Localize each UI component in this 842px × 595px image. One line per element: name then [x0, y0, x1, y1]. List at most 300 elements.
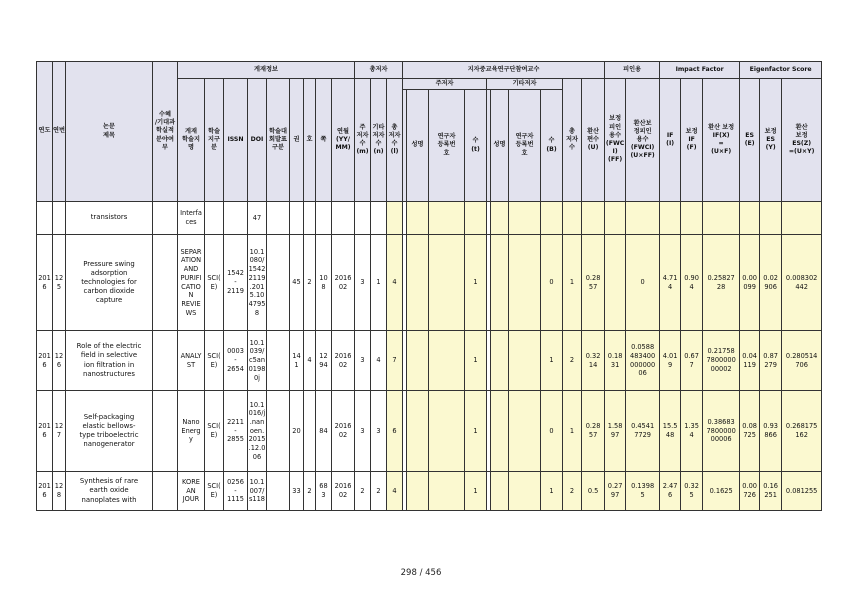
cell-total-count — [387, 472, 403, 511]
cell-total-count-text: 7 — [392, 356, 397, 365]
cell-issn — [224, 391, 248, 472]
cell-es-conv-text: 0.081255 — [785, 486, 818, 495]
cell-es-text: 0.00 726 — [742, 482, 757, 499]
col-if-conv: 환산 보정 IF(X) = (U×F) — [703, 79, 740, 202]
cell-page-text: 10 8 — [319, 273, 328, 291]
cell-main-t-text: 1 — [473, 426, 478, 435]
col-page: 쪽 — [316, 79, 332, 202]
cell-journal-text: KORE AN JOUR — [182, 477, 200, 504]
cell-if-conv — [703, 472, 740, 511]
col-awardee: 수혜 /기대과 학실적 분야여 부 — [153, 62, 178, 202]
table-row — [37, 202, 822, 235]
cell-issn — [224, 331, 248, 391]
cell-es-conv — [782, 331, 822, 391]
cell-journal-text: Interfa ces — [180, 209, 202, 226]
col-main-name: 성명 — [407, 90, 429, 202]
cell-year-text: 201 6 — [38, 482, 51, 499]
empty-cell — [407, 235, 429, 331]
cell-serial-text: 12 6 — [54, 351, 64, 369]
cell-total-count — [387, 391, 403, 472]
cell-other-b — [541, 235, 563, 331]
empty-cell — [491, 391, 509, 472]
group-impact-factor: Impact Factor — [660, 62, 740, 79]
cell-es-adj — [760, 391, 782, 472]
cell-rank — [267, 235, 290, 331]
col-if: IF (I) — [660, 79, 681, 202]
group-main-author: 주저자 — [403, 79, 487, 90]
empty-cell — [491, 331, 509, 391]
group-participating-faculty: 지자중교육연구단참여교수 — [403, 62, 605, 79]
cell-es-conv — [782, 202, 822, 235]
cell-if-conv — [703, 202, 740, 235]
cell-date — [332, 391, 355, 472]
cell-volume-text: 45 — [292, 278, 301, 287]
col-es-adj: 보정 ES (Y) — [760, 79, 782, 202]
cell-year — [37, 331, 53, 391]
group-publication-info: 게재정보 — [178, 62, 355, 79]
empty-cell — [407, 472, 429, 511]
cell-es-conv — [782, 391, 822, 472]
cell-es-conv — [782, 472, 822, 511]
cell-score — [582, 472, 605, 511]
col-issn: ISSN — [224, 79, 248, 202]
cell-serial-text: 12 7 — [54, 422, 64, 439]
col-if-adj: 보정 IF (F) — [681, 79, 703, 202]
cell-es-text: 0.00 099 — [742, 273, 757, 291]
cell-score — [582, 331, 605, 391]
table-row — [37, 331, 822, 391]
cell-fwci-text: 1.58 97 — [607, 422, 623, 439]
cell-if — [660, 202, 681, 235]
cell-fwci-conv — [626, 331, 660, 391]
cell-if-text: 4.01 9 — [662, 351, 678, 369]
cell-other-count — [371, 202, 387, 235]
cell-volume — [290, 472, 304, 511]
col-faculty-count: 총 저자 수 — [563, 79, 582, 202]
cell-main-count — [355, 202, 371, 235]
cell-fwci — [605, 235, 626, 331]
col-other-reg: 연구자 등록번 호 — [509, 90, 541, 202]
cell-score-text: 0.32 14 — [585, 351, 601, 369]
cell-total-count — [387, 235, 403, 331]
cell-page — [316, 202, 332, 235]
col-es: ES (E) — [740, 79, 760, 202]
cell-es — [740, 472, 760, 511]
cell-if-adj-text: 0.32 5 — [684, 482, 699, 499]
cell-title-text: Self-packaging elastic bellows- type triboelectric nanogenerator — [79, 412, 139, 449]
cell-main-count-text: 3 — [360, 426, 365, 435]
cell-rank — [267, 472, 290, 511]
cell-if-text: 4.71 4 — [662, 273, 678, 291]
cell-if-conv — [703, 391, 740, 472]
col-score: 환산 편수 (U) — [582, 79, 605, 202]
cell-es-text: 0.04 119 — [742, 351, 757, 369]
cell-if — [660, 391, 681, 472]
cell-main-t-text: 1 — [473, 356, 478, 365]
empty-cell — [509, 235, 541, 331]
cell-if — [660, 331, 681, 391]
cell-if-adj — [681, 235, 703, 331]
empty-cell — [491, 235, 509, 331]
group-citations: 피인용 — [605, 62, 660, 79]
cell-main-count — [355, 472, 371, 511]
cell-other-b — [541, 391, 563, 472]
cell-total-count-text: 6 — [392, 426, 397, 435]
cell-journal-text: Nano Energ y — [181, 417, 201, 444]
cell-total-count — [387, 202, 403, 235]
cell-other-b-text: 1 — [549, 486, 554, 495]
cell-number-text: 2 — [307, 486, 312, 495]
cell-rank — [267, 331, 290, 391]
cell-title — [66, 391, 153, 472]
cell-number-text: 2 — [307, 278, 312, 287]
cell-other-b — [541, 472, 563, 511]
cell-fwci-text: 0.18 31 — [607, 351, 623, 369]
cell-main-t — [465, 235, 487, 331]
cell-faculty-count — [563, 391, 582, 472]
cell-class — [205, 235, 224, 331]
cell-faculty-count-text: 2 — [569, 356, 575, 365]
cell-faculty-count — [563, 331, 582, 391]
cell-title — [66, 235, 153, 331]
cell-number — [304, 235, 316, 331]
empty-cell — [429, 235, 465, 331]
empty-cell — [407, 331, 429, 391]
cell-score-text: 0.28 57 — [585, 422, 601, 439]
cell-if-text: 15.5 48 — [662, 422, 678, 439]
cell-volume — [290, 331, 304, 391]
cell-class — [205, 202, 224, 235]
cell-main-t — [465, 331, 487, 391]
cell-page-text: 84 — [319, 426, 328, 435]
cell-if-conv-text: 0.21758 7800000 00002 — [706, 347, 736, 373]
cell-if-conv-text: 0.1625 — [709, 486, 733, 495]
col-serial: 연번 — [53, 62, 66, 202]
cell-main-count — [355, 391, 371, 472]
cell-fwci — [605, 331, 626, 391]
cell-doi-text: 10.1 007/ s118 — [248, 477, 266, 504]
cell-number — [304, 472, 316, 511]
empty-cell — [153, 472, 178, 511]
cell-doi-text: 10.1 039/ c5an 0198 0j — [248, 338, 266, 382]
cell-faculty-count-text: 2 — [569, 486, 575, 495]
cell-main-t-text: 1 — [473, 486, 478, 495]
cell-page — [316, 391, 332, 472]
col-es-conv: 환산 보정 ES(Z) =(U×Y) — [782, 79, 822, 202]
cell-other-count-text: 2 — [376, 486, 381, 495]
cell-year — [37, 391, 53, 472]
cell-date-text: 2016 02 — [334, 273, 352, 291]
cell-fwci — [605, 202, 626, 235]
cell-total-count-text: 4 — [392, 486, 397, 495]
cell-es — [740, 202, 760, 235]
cell-fwci-conv-text: 0 — [640, 278, 645, 287]
cell-es-conv-text: 0.008302 442 — [785, 273, 818, 291]
cell-date-text: 2016 02 — [334, 351, 352, 369]
cell-if — [660, 235, 681, 331]
cell-main-count-text: 3 — [360, 278, 365, 287]
cell-journal — [178, 391, 205, 472]
cell-other-count — [371, 331, 387, 391]
cell-score — [582, 235, 605, 331]
empty-cell — [429, 202, 465, 235]
cell-if-adj — [681, 202, 703, 235]
group-other-author: 기타저자 — [487, 79, 563, 90]
cell-doi — [248, 472, 267, 511]
cell-fwci — [605, 391, 626, 472]
col-main-reg: 연구자 등록번 호 — [429, 90, 465, 202]
empty-cell — [429, 472, 465, 511]
col-main-t: 수 (t) — [465, 90, 487, 202]
cell-date-text: 2016 02 — [334, 422, 352, 439]
cell-es-adj-text: 0.93 866 — [763, 422, 778, 439]
cell-issn-text: 0003 - 2654 — [227, 347, 244, 373]
empty-cell — [491, 472, 509, 511]
cell-other-count-text: 4 — [376, 356, 381, 365]
cell-other-b — [541, 331, 563, 391]
empty-cell — [509, 202, 541, 235]
empty-cell — [153, 331, 178, 391]
cell-page — [316, 472, 332, 511]
cell-score — [582, 202, 605, 235]
cell-date — [332, 472, 355, 511]
cell-main-count — [355, 331, 371, 391]
cell-main-t-text: 1 — [473, 278, 478, 287]
cell-if-adj-text: 1.35 4 — [684, 422, 699, 439]
empty-cell — [491, 202, 509, 235]
cell-fwci-text: 0.27 97 — [607, 482, 623, 499]
cell-es — [740, 235, 760, 331]
cell-date — [332, 331, 355, 391]
cell-class-text: SCI( E) — [207, 482, 221, 499]
cell-journal — [178, 202, 205, 235]
empty-cell — [509, 331, 541, 391]
cell-title — [66, 472, 153, 511]
cell-other-b-text: 0 — [549, 278, 554, 287]
cell-number — [304, 331, 316, 391]
cell-class-text: SCI( E) — [207, 351, 221, 369]
cell-faculty-count-text: 1 — [569, 426, 575, 435]
cell-main-count — [355, 235, 371, 331]
cell-serial-text: 12 5 — [54, 273, 64, 291]
empty-cell — [429, 331, 465, 391]
cell-serial-text: 12 8 — [54, 482, 64, 499]
cell-total-count — [387, 331, 403, 391]
cell-fwci-conv — [626, 472, 660, 511]
cell-title — [66, 202, 153, 235]
cell-doi — [248, 331, 267, 391]
cell-serial — [53, 331, 66, 391]
table-row — [37, 235, 822, 331]
col-main-count: 주 저자 수 (m) — [355, 79, 371, 202]
cell-year — [37, 235, 53, 331]
cell-doi — [248, 391, 267, 472]
cell-title-text: Role of the electric field in selective ion filtration in nanostructures — [76, 342, 142, 378]
cell-doi — [248, 235, 267, 331]
empty-cell — [153, 202, 178, 235]
cell-issn-text: 2211 - 2855 — [227, 417, 244, 444]
cell-es-adj-text: 0.87 279 — [763, 351, 778, 369]
cell-journal-text: ANALY ST — [180, 351, 202, 369]
col-rank: 학술대 회발표 구분 — [267, 79, 290, 202]
cell-fwci-conv — [626, 202, 660, 235]
table-row — [37, 391, 822, 472]
cell-other-count-text: 3 — [376, 426, 381, 435]
cell-if-adj-text: 0.90 4 — [684, 273, 699, 291]
cell-score-text: 0.28 57 — [585, 273, 601, 291]
cell-faculty-count — [563, 202, 582, 235]
cell-if-adj — [681, 472, 703, 511]
cell-title-text: Pressure swing adsorption technologies for carbon dioxide capture — [81, 259, 137, 305]
table-body — [37, 202, 822, 511]
cell-doi-text: 10.1 080/ 1542 2119 .201 5.10 4795 8 — [248, 247, 266, 317]
cell-journal-text: SEPAR ATION AND PURIFI CATIO N REVIE WS — [180, 247, 202, 317]
cell-main-count-text: 3 — [360, 356, 365, 365]
table-row — [37, 472, 822, 511]
cell-main-t — [465, 391, 487, 472]
col-fwci: 보정 피인 용수 (FWC I) (FF) — [605, 79, 626, 202]
col-date: 연월 (YY/ MM) — [332, 79, 355, 202]
cell-number — [304, 391, 316, 472]
empty-cell — [509, 391, 541, 472]
cell-es-conv-text: 0.280514 706 — [785, 351, 818, 369]
cell-journal — [178, 235, 205, 331]
cell-number — [304, 202, 316, 235]
col-year: 연도 — [37, 62, 53, 202]
cell-volume — [290, 235, 304, 331]
cell-year-text: 201 6 — [38, 273, 51, 291]
cell-title-text: Synthesis of rare earth oxide nanoplates with — [79, 477, 139, 504]
cell-journal — [178, 472, 205, 511]
cell-serial — [53, 472, 66, 511]
cell-year — [37, 202, 53, 235]
cell-if-adj-text: 0.67 7 — [684, 351, 699, 369]
cell-issn-text: 0256 - 1115 — [227, 477, 244, 504]
col-journal-class: 학술 지구 분 — [205, 79, 224, 202]
cell-other-count-text: 1 — [376, 278, 381, 287]
col-other-name: 성명 — [491, 90, 509, 202]
cell-if-conv — [703, 235, 740, 331]
cell-es-conv-text: 0.268175 162 — [785, 422, 818, 439]
cell-page — [316, 331, 332, 391]
cell-doi-text: 47 — [252, 213, 262, 222]
col-volume: 권 — [290, 79, 304, 202]
cell-serial — [53, 235, 66, 331]
col-fwci-conv: 환산보 정피인 용수 (FWCI) (U×FF) — [626, 79, 660, 202]
cell-issn — [224, 235, 248, 331]
cell-if-adj — [681, 331, 703, 391]
cell-serial — [53, 202, 66, 235]
cell-score — [582, 391, 605, 472]
col-journal: 게재 학술지 명 — [178, 79, 205, 202]
cell-if-conv-text: 0.38683 7800000 00006 — [706, 417, 736, 444]
cell-fwci-conv — [626, 391, 660, 472]
cell-faculty-count — [563, 472, 582, 511]
page-number: 298 / 456 — [400, 568, 442, 578]
cell-other-b-text: 0 — [549, 426, 554, 435]
cell-rank — [267, 202, 290, 235]
cell-other-count — [371, 235, 387, 331]
cell-date — [332, 202, 355, 235]
cell-es — [740, 331, 760, 391]
cell-main-t — [465, 472, 487, 511]
cell-main-count-text: 2 — [360, 486, 365, 495]
research-output-table — [36, 61, 822, 511]
cell-class — [205, 331, 224, 391]
cell-if-text: 2.47 6 — [662, 482, 678, 499]
cell-issn — [224, 202, 248, 235]
cell-if-conv-text: 0.25827 28 — [707, 273, 735, 291]
cell-class-text: SCI( E) — [207, 273, 221, 291]
empty-cell — [407, 391, 429, 472]
cell-es-adj — [760, 472, 782, 511]
cell-issn — [224, 472, 248, 511]
cell-faculty-count-text: 1 — [569, 278, 575, 287]
col-other-count: 기타 저자 수 (n) — [371, 79, 387, 202]
cell-issn-text: 1542 - 2119 — [227, 269, 244, 295]
cell-doi — [248, 202, 267, 235]
cell-score-text: 0.5 — [587, 486, 599, 495]
cell-es-text: 0.08 725 — [742, 422, 757, 439]
empty-cell — [509, 472, 541, 511]
cell-fwci-conv-text: 0.4541 7729 — [631, 422, 655, 439]
cell-volume-text: 20 — [292, 426, 301, 435]
cell-main-t — [465, 202, 487, 235]
col-other-b: 수 (B) — [541, 90, 563, 202]
cell-if-conv — [703, 331, 740, 391]
cell-date — [332, 235, 355, 331]
cell-other-b-text: 1 — [549, 356, 554, 365]
empty-cell — [407, 202, 429, 235]
cell-page — [316, 235, 332, 331]
cell-volume — [290, 391, 304, 472]
cell-total-count-text: 4 — [392, 278, 397, 287]
cell-if — [660, 472, 681, 511]
cell-es — [740, 391, 760, 472]
cell-number-text: 4 — [307, 356, 312, 365]
cell-page-text: 12 94 — [319, 351, 328, 369]
empty-cell — [153, 391, 178, 472]
cell-page-text: 68 3 — [319, 482, 328, 499]
cell-if-adj — [681, 391, 703, 472]
cell-doi-text: 10.1 016/j .nan oen. 2015 .12.0 06 — [248, 400, 266, 461]
cell-serial — [53, 391, 66, 472]
col-number: 호 — [304, 79, 316, 202]
cell-fwci — [605, 472, 626, 511]
cell-title — [66, 331, 153, 391]
cell-es-adj — [760, 331, 782, 391]
cell-class-text: SCI( E) — [207, 422, 221, 439]
cell-fwci-conv-text: 0.0588 483400 000000 06 — [630, 343, 656, 378]
cell-es-conv — [782, 235, 822, 331]
cell-volume-text: 14 1 — [292, 351, 301, 369]
cell-class — [205, 472, 224, 511]
cell-other-count — [371, 391, 387, 472]
cell-date-text: 2016 02 — [334, 482, 352, 499]
cell-faculty-count — [563, 235, 582, 331]
cell-other-b — [541, 202, 563, 235]
group-total-authors: 총저자 — [355, 62, 403, 79]
col-total-count: 총 저자 수 (l) — [387, 79, 403, 202]
cell-volume-text: 33 — [292, 486, 301, 495]
cell-rank — [267, 391, 290, 472]
empty-cell — [429, 391, 465, 472]
empty-cell — [153, 235, 178, 331]
cell-fwci-conv-text: 0.1398 5 — [631, 482, 655, 499]
cell-class — [205, 391, 224, 472]
cell-volume — [290, 202, 304, 235]
cell-other-count — [371, 472, 387, 511]
